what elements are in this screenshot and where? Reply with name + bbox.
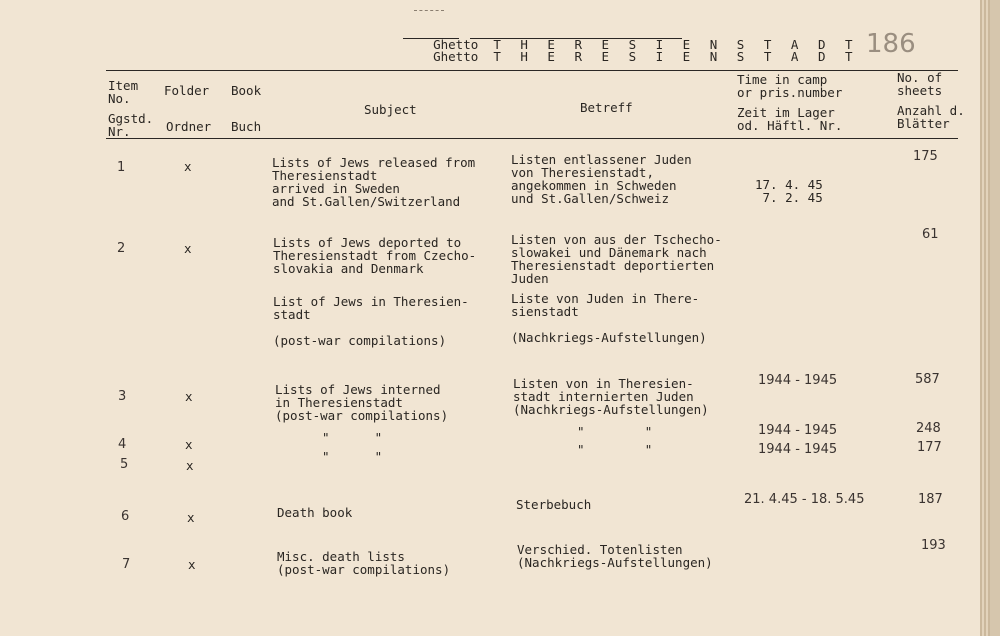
row-1-time: 17. 4. 45 7. 2. 45: [755, 177, 823, 205]
header-folder-de: Ordner: [166, 119, 212, 134]
header-book-en: Book: [231, 83, 262, 98]
header-bottom-rule: [106, 138, 958, 139]
row-7-sheets: 193: [921, 538, 946, 553]
row-6-betreff: Sterbebuch: [516, 497, 592, 512]
row-1-folder-mark: x: [184, 159, 192, 174]
header-book-de: Buch: [231, 119, 262, 134]
header-item-en: Item No.: [108, 78, 139, 106]
row-3-folder-mark: x: [185, 389, 193, 404]
row-5-sheets: 177: [917, 440, 942, 455]
header-sheets-de: Anzahl d. Blätter: [897, 103, 965, 131]
header-time-en: Time in camp or pris.number: [737, 72, 843, 100]
row-4-betreff: " ": [577, 424, 653, 439]
page-title-overtype: Ghetto T H E R E S I E N S T A D T: [433, 49, 859, 64]
title-underline: [403, 38, 459, 39]
row-2b-betreff: Liste von Juden in There- sienstadt (Nachkriegs-Aufstellungen): [511, 291, 707, 345]
row-5-time: 1944 - 1945: [758, 442, 838, 457]
page-number: 186: [866, 29, 916, 59]
row-6-number: 6: [121, 509, 130, 524]
header-top-rule: [106, 70, 958, 71]
row-1-sheets: 175: [913, 149, 938, 164]
row-6-subject: Death book: [277, 505, 353, 520]
row-1-betreff: Listen entlassener Juden von Theresienstadt, angekommen in Schweden und St.Gallen/Schweiz: [511, 152, 692, 206]
row-2-sheets: 61: [922, 227, 939, 242]
page-title: Ghetto T H E R E S I E N S T A D T: [433, 37, 859, 52]
title-underline: [470, 38, 682, 39]
row-7-folder-mark: x: [188, 557, 196, 572]
row-4-time: 1944 - 1945: [758, 423, 838, 438]
row-7-subject: Misc. death lists (post-war compilations): [277, 549, 451, 577]
row-6-sheets: 187: [918, 492, 943, 507]
row-1-subject: Lists of Jews released from Theresienstadt arrived in Sweden and St.Gallen/Switzerland: [272, 155, 476, 209]
row-4-number: 4: [118, 437, 127, 452]
row-4-sheets: 248: [916, 421, 941, 436]
row-7-number: 7: [122, 557, 131, 572]
row-3-sheets: 587: [915, 372, 940, 387]
header-sheets-en: No. of sheets: [897, 70, 943, 98]
top-mark: [414, 10, 444, 11]
row-2b-subject: List of Jews in Theresien- stadt (post-war compilations): [273, 294, 469, 348]
row-2-subject: Lists of Jews deported to Theresienstadt from Czecho- slovakia and Denmark: [273, 235, 477, 276]
row-5-folder-mark: x: [186, 458, 194, 473]
header-item-de: Ggstd. Nr.: [108, 111, 154, 139]
row-4-folder-mark: x: [185, 437, 193, 452]
row-4-subject: " ": [322, 430, 383, 445]
row-7-betreff: Verschied. Totenlisten (Nachkriegs-Aufstellungen): [517, 542, 713, 570]
header-folder-en: Folder: [164, 83, 210, 98]
row-6-folder-mark: x: [187, 510, 195, 525]
row-5-number: 5: [120, 457, 129, 472]
row-5-betreff: " ": [577, 442, 653, 457]
row-3-subject: Lists of Jews interned in Theresienstadt (post-war compilations): [275, 382, 449, 423]
header-subject: Subject: [364, 102, 417, 117]
row-1-number: 1: [117, 160, 126, 175]
row-5-subject: " ": [322, 449, 383, 464]
row-3-number: 3: [118, 389, 127, 404]
row-3-time: 1944 - 1945: [758, 373, 838, 388]
row-3-betreff: Listen von in Theresien- stadt internierten Juden (Nachkriegs-Aufstellungen): [513, 376, 709, 417]
row-6-time: 21. 4.45 - 18. 5.45: [744, 492, 865, 507]
row-2-folder-mark: x: [184, 241, 192, 256]
header-betreff: Betreff: [580, 100, 633, 115]
header-time-de: Zeit im Lager od. Häftl. Nr.: [737, 105, 843, 133]
row-2-number: 2: [117, 241, 126, 256]
card-stack-edge: [980, 0, 990, 636]
row-2-betreff: Listen von aus der Tschecho- slowakei und Dänemark nach Theresienstadt deportierten Juden: [511, 232, 722, 286]
